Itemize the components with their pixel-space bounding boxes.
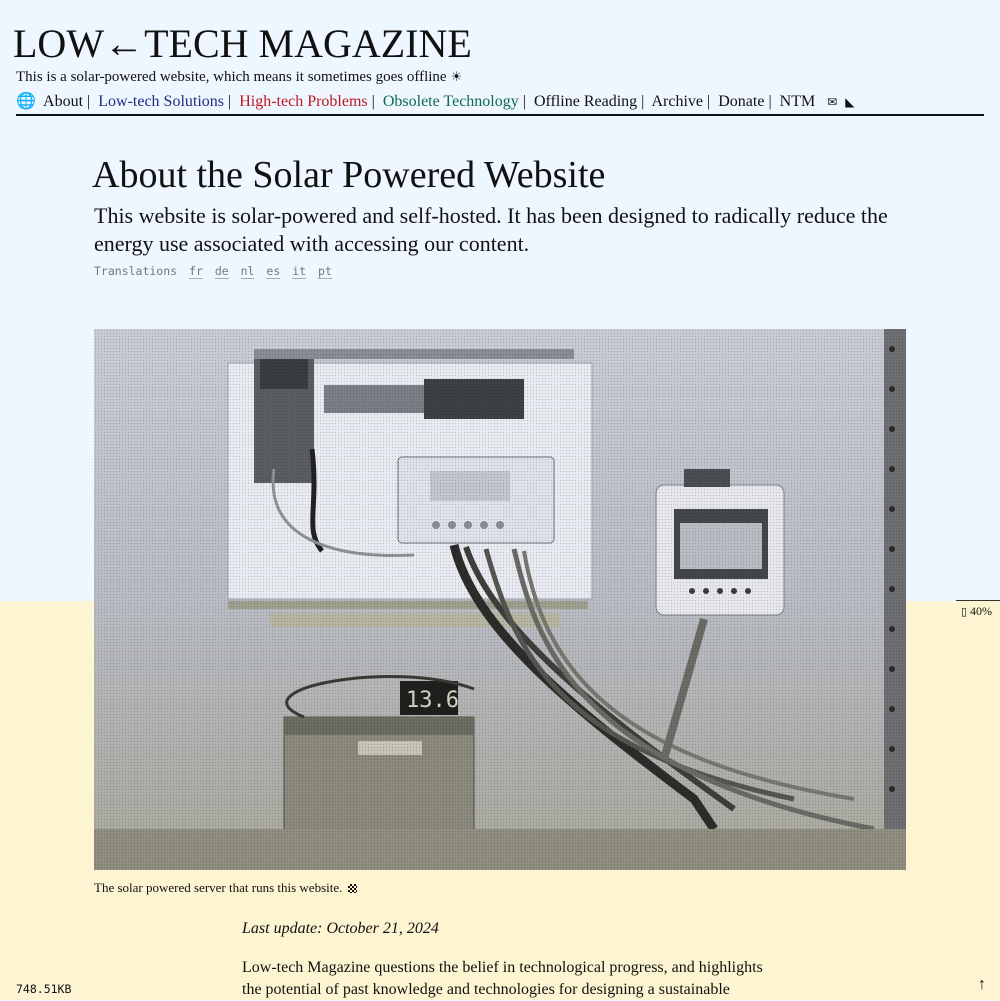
nav-separator: | (371, 93, 375, 110)
page-size: 748.51KB (16, 982, 72, 996)
nav-archive[interactable]: Archive (651, 93, 704, 110)
nav-separator: | (522, 93, 526, 110)
translation-pt[interactable]: pt (318, 264, 332, 278)
nav-separator: | (87, 93, 91, 110)
site-header (13, 21, 984, 112)
article-body: Low-tech Magazine questions the belief in technological progress, and highlights the potential of past knowledge and technologies for designing a sustainable (242, 959, 763, 998)
main-nav (16, 92, 984, 112)
nav-separator: | (707, 93, 711, 110)
translation-nl[interactable]: nl (240, 264, 255, 278)
translation-fr[interactable]: fr (189, 264, 203, 278)
battery-indicator (956, 600, 1000, 619)
server-photo[interactable] (94, 329, 906, 870)
nav-obsolete-technology[interactable]: Obsolete Technology (382, 93, 519, 110)
translations (94, 264, 332, 278)
sun-icon: ☀ (450, 69, 463, 84)
translation-it[interactable]: it (292, 264, 307, 278)
nav-ntm[interactable]: NTM (779, 93, 816, 110)
site-title[interactable]: LOW←TECH MAGAZINE (13, 21, 472, 66)
dither-toggle-icon[interactable] (348, 884, 357, 893)
last-update: Last update: October 21, 2024 (242, 920, 439, 937)
site-tagline (16, 68, 984, 86)
battery-level: 40% (970, 604, 992, 618)
nav-donate[interactable]: Donate (718, 93, 765, 110)
battery-icon: ▯ (960, 606, 967, 618)
article-lede: This website is solar-powered and self-hosted. It has been designed to radically reduce the energy use associated with accessing our content. (94, 203, 888, 256)
photo-caption (94, 880, 357, 896)
caption-text: The solar powered server that runs this website. (94, 880, 343, 895)
translation-es[interactable]: es (266, 264, 281, 278)
translation-de[interactable]: de (214, 264, 229, 278)
nav-offline-reading[interactable]: Offline Reading (533, 93, 638, 110)
nav-high-tech-problems[interactable]: High-tech Problems (239, 93, 368, 110)
nav-low-tech-solutions[interactable]: Low-tech Solutions (98, 93, 225, 110)
nav-separator: | (228, 93, 232, 110)
page-title: About the Solar Powered Website (92, 154, 606, 196)
nav-separator: | (768, 93, 772, 110)
tagline-text: This is a solar-powered website, which means it sometimes goes offline (16, 69, 447, 85)
server-photo-illustration (94, 329, 906, 870)
nav-about[interactable]: About (43, 93, 84, 110)
translations-label: Translations (94, 264, 178, 278)
rss-icon[interactable]: ◣ (845, 95, 855, 109)
back-to-top-icon[interactable]: ↑ (978, 976, 986, 993)
nav-separator: | (641, 93, 645, 110)
globe-icon[interactable]: 🌐 (16, 93, 36, 110)
header-divider (16, 114, 984, 116)
mail-icon[interactable]: ✉ (827, 95, 838, 109)
